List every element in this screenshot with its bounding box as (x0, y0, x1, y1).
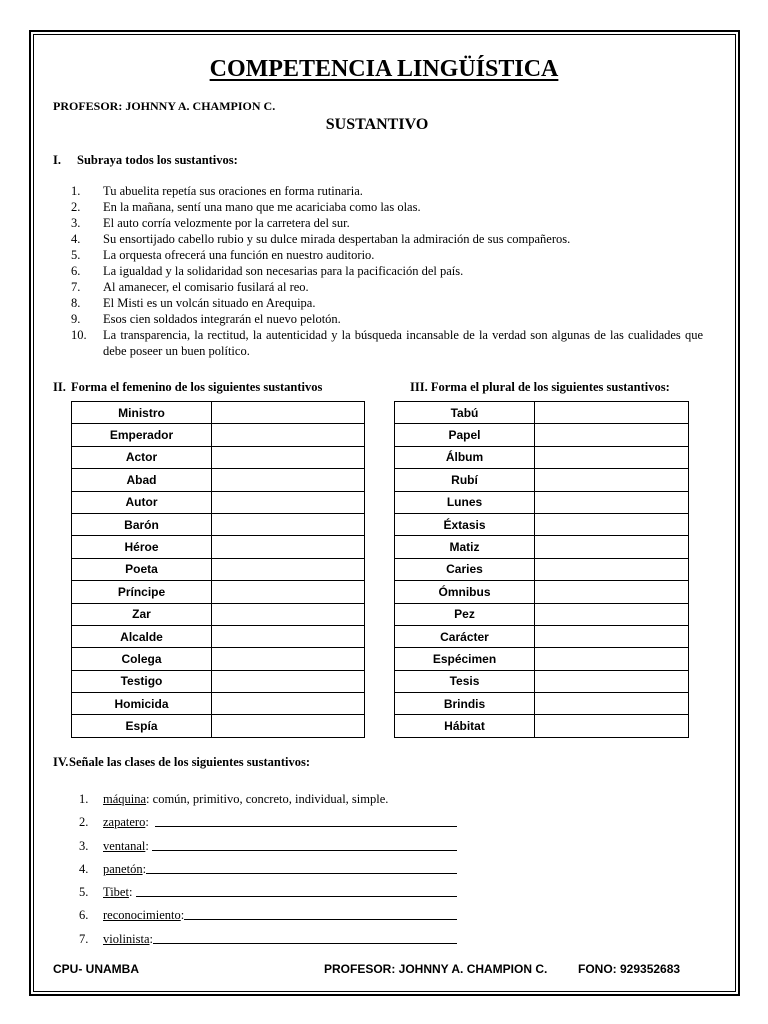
noun-word: violinista (103, 931, 150, 946)
sentence-number: 6. (71, 264, 81, 278)
answer-cell[interactable] (212, 625, 365, 647)
answer-cell[interactable] (212, 424, 365, 446)
table-row (395, 536, 689, 558)
sentence-text: Al amanecer, el comisario fusilará al reo. (103, 280, 309, 294)
table-row (395, 715, 689, 737)
answer-blank-line[interactable] (152, 839, 457, 851)
noun-word: ventanal (103, 838, 146, 853)
sentence-list (53, 183, 703, 359)
item-number: 2. (79, 815, 89, 830)
sentence-text: Tu abuelita repetía sus oraciones en forma rutinaria. (103, 184, 363, 198)
table-row (72, 715, 365, 737)
answer-blank-line[interactable] (146, 862, 457, 874)
table-row (72, 446, 365, 468)
section-1-heading: I. Subraya todos los sustantivos: (53, 153, 238, 167)
answer-cell[interactable] (535, 424, 689, 446)
table-row (72, 491, 365, 513)
answer-cell[interactable] (212, 558, 365, 580)
table-row (395, 558, 689, 580)
answer-cell[interactable] (535, 648, 689, 670)
table-row (395, 446, 689, 468)
noun-class-item (53, 839, 457, 862)
sentence-number: 8. (71, 296, 81, 310)
table-row (395, 648, 689, 670)
word-cell: Espía (72, 715, 212, 737)
sentence-text: El Misti es un volcán situado en Arequipa. (103, 296, 316, 310)
sentence-item (53, 311, 703, 327)
answer-cell[interactable] (535, 446, 689, 468)
answer-cell[interactable] (535, 469, 689, 491)
sentence-item (53, 231, 703, 247)
answer-cell[interactable] (535, 715, 689, 737)
word-cell: Tabú (395, 402, 535, 424)
table-row (72, 603, 365, 625)
word-cell: Autor (72, 491, 212, 513)
answer-cell[interactable] (535, 581, 689, 603)
word-cell: Caries (395, 558, 535, 580)
word-cell: Ómnibus (395, 581, 535, 603)
table-row (395, 402, 689, 424)
word-cell: Emperador (72, 424, 212, 446)
answer-cell[interactable] (212, 693, 365, 715)
word-cell: Álbum (395, 446, 535, 468)
footer-phone: FONO: 929352683 (578, 962, 681, 976)
sentence-text: En la mañana, sentí una mano que me acariciaba como las olas. (103, 200, 421, 214)
noun-class-item (53, 862, 457, 885)
answer-cell[interactable] (535, 402, 689, 424)
plural-table (394, 401, 689, 738)
separator: : (180, 908, 185, 923)
footer-left: CPU- UNAMBA (53, 962, 139, 976)
table-row (395, 424, 689, 446)
item-number: 1. (79, 792, 89, 806)
noun-word: zapatero (103, 815, 146, 830)
table-row (395, 625, 689, 647)
answer-cell[interactable] (212, 402, 365, 424)
word-cell: Lunes (395, 491, 535, 513)
word-cell: Papel (395, 424, 535, 446)
table-row (72, 625, 365, 647)
table-row (395, 491, 689, 513)
noun-class-item (53, 792, 457, 815)
item-number: 4. (79, 861, 89, 876)
answer-cell[interactable] (535, 513, 689, 535)
noun-class-answer: común, primitivo, concreto, individual, simple. (152, 792, 389, 806)
sentence-number: 9. (71, 312, 81, 326)
sentence-number: 1. (71, 184, 81, 198)
answer-cell[interactable] (535, 693, 689, 715)
word-cell: Éxtasis (395, 513, 535, 535)
noun-class-list (53, 792, 457, 955)
table-row (395, 670, 689, 692)
word-cell: Hábitat (395, 715, 535, 737)
sentence-item (53, 327, 703, 359)
item-number: 6. (79, 908, 89, 923)
answer-cell[interactable] (535, 625, 689, 647)
table-row (72, 648, 365, 670)
noun-class-item (53, 908, 457, 931)
sentence-text: La orquesta ofrecerá una función en nuestro auditorio. (103, 248, 375, 262)
word-cell: Alcalde (72, 625, 212, 647)
word-cell: Ministro (72, 402, 212, 424)
answer-cell[interactable] (212, 581, 365, 603)
section-4-heading: IV.Señale las clases de los siguientes sustantivos: (53, 755, 310, 769)
word-cell: Héroe (72, 536, 212, 558)
word-cell: Brindis (395, 693, 535, 715)
answer-cell[interactable] (212, 603, 365, 625)
answer-cell[interactable] (535, 491, 689, 513)
answer-cell[interactable] (212, 536, 365, 558)
word-cell: Carácter (395, 625, 535, 647)
word-cell: Barón (72, 513, 212, 535)
page-subtitle: SUSTANTIVO (325, 116, 429, 133)
sentence-text: El auto corría velozmente por la carretera del sur. (103, 216, 350, 230)
noun-word: reconocimiento (103, 908, 181, 923)
answer-cell[interactable] (535, 603, 689, 625)
sentence-item (53, 215, 703, 231)
noun-class-item (53, 815, 457, 838)
sentence-item (53, 263, 703, 279)
professor-line: PROFESOR: JOHNNY A. CHAMPION C. (53, 99, 276, 113)
section-3-heading: III. Forma el plural de los siguientes sustantivos: (410, 380, 670, 394)
table-row (395, 513, 689, 535)
separator: : (128, 885, 136, 900)
word-cell: Testigo (72, 670, 212, 692)
item-number: 7. (79, 931, 89, 946)
word-cell: Colega (72, 648, 212, 670)
sentence-text: La igualdad y la solidaridad son necesarias para la pacificación del país. (103, 264, 464, 278)
noun-word: Tibet (103, 885, 129, 900)
noun-class-item (53, 885, 457, 908)
feminine-table (71, 401, 365, 738)
table-row (72, 670, 365, 692)
table-row (72, 693, 365, 715)
page-title: COMPETENCIA LINGÜÍSTICA (209, 56, 559, 82)
sentence-item (53, 295, 703, 311)
word-cell: Actor (72, 446, 212, 468)
answer-cell[interactable] (535, 670, 689, 692)
table-row (395, 469, 689, 491)
noun-word: máquina (103, 792, 147, 806)
answer-cell[interactable] (535, 558, 689, 580)
sentence-number: 2. (71, 200, 81, 214)
word-cell: Príncipe (72, 581, 212, 603)
answer-cell[interactable] (212, 648, 365, 670)
section-2-heading: II. Forma el femenino de los siguientes sustantivos (53, 380, 323, 394)
answer-blank-line[interactable] (136, 885, 457, 897)
word-cell: Espécimen (395, 648, 535, 670)
sentence-item (53, 247, 703, 263)
item-number: 3. (79, 838, 89, 853)
word-cell: Zar (72, 603, 212, 625)
separator: : (145, 838, 152, 853)
answer-blank-line[interactable] (155, 815, 457, 827)
sentence-number: 7. (71, 280, 81, 294)
sentence-item (53, 183, 703, 199)
table-row (72, 558, 365, 580)
item-number: 5. (79, 885, 89, 900)
word-cell: Tesis (395, 670, 535, 692)
table-row (72, 469, 365, 491)
sentence-text: Su ensortijado cabello rubio y su dulce mirada despertaban la admiración de sus compañeros. (103, 232, 571, 246)
answer-cell[interactable] (535, 536, 689, 558)
sentence-number: 5. (71, 248, 81, 262)
sentence-number: 10. (71, 328, 87, 342)
table-row (395, 581, 689, 603)
word-cell: Abad (72, 469, 212, 491)
answer-blank-line[interactable] (153, 932, 457, 944)
sentence-text: Esos cien soldados integrarán el nuevo pelotón. (103, 312, 341, 326)
answer-cell[interactable] (212, 513, 365, 535)
answer-cell[interactable] (212, 446, 365, 468)
separator: : (149, 931, 154, 946)
noun-word: panetón (103, 861, 143, 876)
table-row (72, 581, 365, 603)
footer-professor: PROFESOR: JOHNNY A. CHAMPION C. (324, 962, 548, 976)
table-row (72, 513, 365, 535)
table-row (395, 603, 689, 625)
answer-cell[interactable] (212, 715, 365, 737)
word-cell: Pez (395, 603, 535, 625)
noun-class-item (53, 932, 457, 955)
answer-cell[interactable] (212, 670, 365, 692)
sentence-text: La transparencia, la rectitud, la autenticidad y la búsqueda incansable de la verdad son algunas de las cualidades que debe poseer un buen político. (103, 328, 703, 358)
word-cell: Homicida (72, 693, 212, 715)
table-row (395, 693, 689, 715)
table-row (72, 424, 365, 446)
word-cell: Poeta (72, 558, 212, 580)
sentence-item (53, 279, 703, 295)
table-row (72, 536, 365, 558)
sentence-number: 4. (71, 232, 81, 246)
answer-cell[interactable] (212, 491, 365, 513)
separator: : (145, 815, 156, 830)
sentence-number: 3. (71, 216, 81, 230)
table-row (72, 402, 365, 424)
separator: : (142, 861, 147, 876)
answer-blank-line[interactable] (184, 908, 457, 920)
word-cell: Rubí (395, 469, 535, 491)
sentence-item (53, 199, 703, 215)
answer-cell[interactable] (212, 469, 365, 491)
word-cell: Matiz (395, 536, 535, 558)
separator: : (146, 792, 153, 806)
